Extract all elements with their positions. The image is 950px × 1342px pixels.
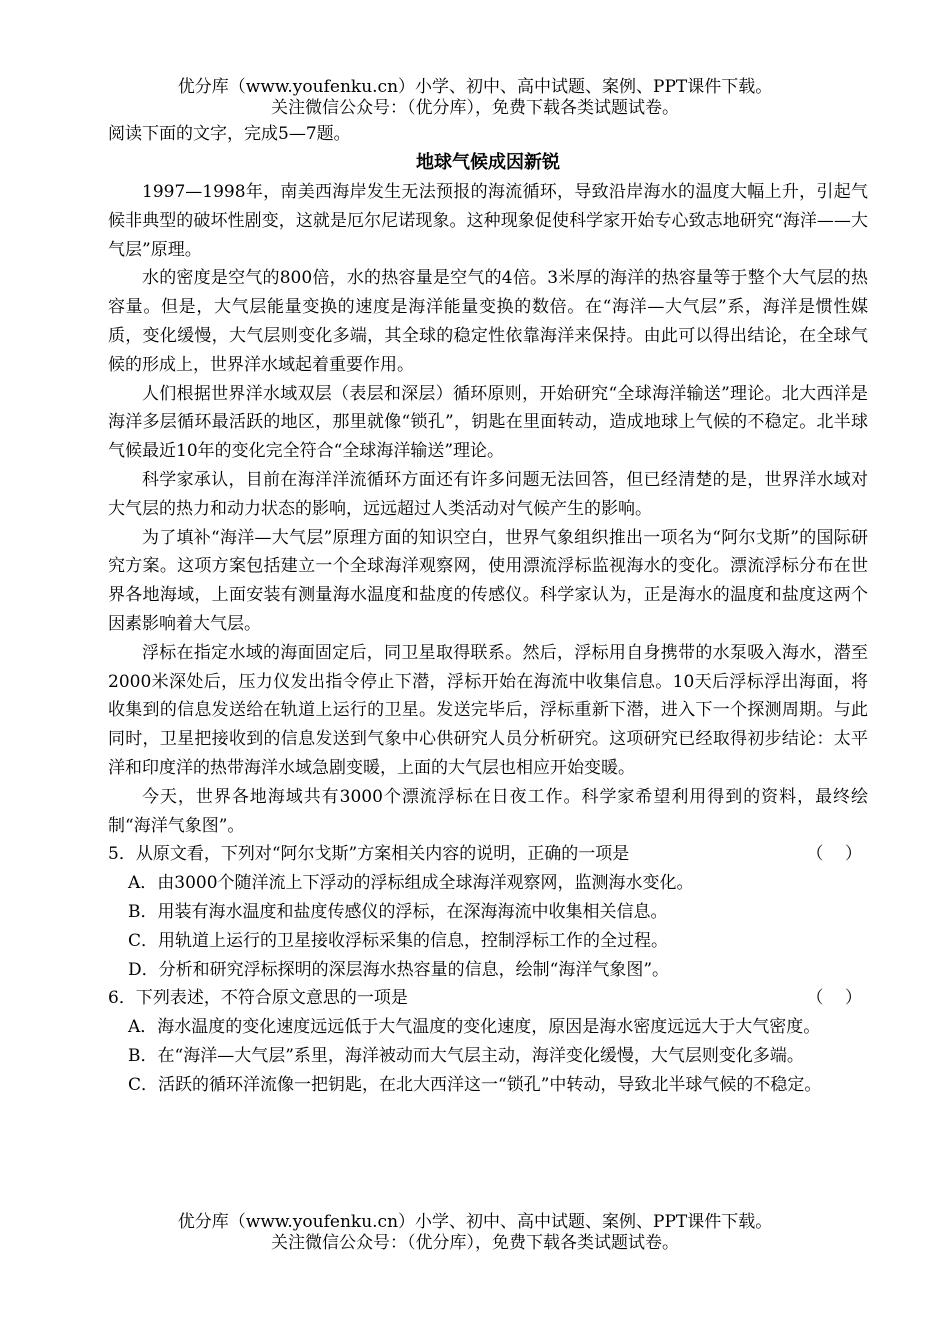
reading-instruction: 阅读下面的文字，完成5—7题。 bbox=[108, 124, 351, 144]
option-letter: B． bbox=[128, 1045, 158, 1066]
article-paragraph-4: 科学家承认，目前在海洋洋流循环方面还有许多问题无法回答，但已经清楚的是，世界洋水域对大气层的热力和动力状态的影响，远远超过人类活动对气候产生的影响。 bbox=[108, 469, 868, 519]
article-paragraph-3: 人们根据世界洋水域双层（表层和深层）循环原则，开始研究“全球海洋输送”理论。北大西洋是海洋多层循环最活跃的地区，那里就像“锁孔”，钥匙在里面转动，造成地球上气候的不稳定。北半球气候最近10年的变化完全符合“全球海洋输送”理论。 bbox=[108, 383, 868, 462]
option-text: 活跃的循环洋流像一把钥匙，在北大西洋这一“锁孔”中转动，导致北半球气候的不稳定。 bbox=[158, 1074, 822, 1095]
question-5-option-c bbox=[128, 927, 868, 956]
article-paragraph-6: 浮标在指定水域的海面固定后，同卫星取得联系。然后，浮标用自身携带的水泵吸入海水，潜至2000米深处后，压力仪发出指令停止下潜，浮标开始在海流中收集信息。10天后浮标浮出海面，将收集到的信息发送给在轨道上运行的卫星。发送完毕后，浮标重新下潜，进入下一个探测周期。与此同时，卫星把接收到的信息发送到气象中心供研究人员分析研究。这项研究已经取得初步结论：太平洋和印度洋的热带海洋水域急剧变暖，上面的大气层也相应开始变暖。 bbox=[108, 642, 868, 778]
option-letter: D． bbox=[128, 959, 159, 980]
article-paragraph-7: 今天，世界各地海域共有3000个漂流浮标在日夜工作。科学家希望利用得到的资料，最终绘制“海洋气象图”。 bbox=[108, 786, 868, 836]
header-line-2: 关注微信公众号：（优分库），免费下载各类试题试卷。 bbox=[271, 98, 679, 118]
option-text: 用轨道上运行的卫星接收浮标采集的信息，控制浮标工作的全过程。 bbox=[158, 930, 669, 951]
option-letter: B． bbox=[128, 901, 158, 922]
question-5 bbox=[108, 840, 868, 869]
article-paragraph-5: 为了填补“海洋—大气层”原理方面的知识空白，世界气象组织推出一项名为“阿尔戈斯”的国际研究方案。这项方案包括建立一个全球海洋观察网，使用漂流浮标监视海水的变化。漂流浮标分布在世界各地海域，上面安装有测量海水温度和盐度的传感仪。科学家认为，正是海水的温度和盐度这两个因素影响着大气层。 bbox=[108, 527, 868, 634]
question-5-number: 5． bbox=[108, 844, 136, 865]
document-body bbox=[108, 120, 868, 1100]
option-letter: C． bbox=[128, 930, 159, 951]
question-6 bbox=[108, 984, 868, 1013]
article-title: 地球气候成因新锐 bbox=[416, 152, 560, 173]
option-letter: C． bbox=[128, 1074, 159, 1095]
question-5-option-b bbox=[128, 898, 868, 927]
question-6-answer-bracket: （ ） bbox=[806, 988, 862, 1009]
option-letter: A． bbox=[128, 1017, 158, 1038]
question-5-option-a bbox=[128, 869, 868, 898]
option-text: 用装有海水温度和盐度传感仪的浮标，在深海海流中收集相关信息。 bbox=[157, 901, 668, 922]
footer-line-1: 优分库（www.youfenku.cn）小学、初中、高中试题、案例、PPT课件下载。 bbox=[177, 1212, 773, 1232]
article-paragraph-1: 1997—1998年，南美西海岸发生无法预报的海流循环，导致沿岸海水的温度大幅上升，引起气候非典型的破坏性剧变，这就是厄尔尼诺现象。这种现象促使科学家开始专心致志地研究“海洋——大气层”原理。 bbox=[108, 182, 868, 260]
option-letter: A． bbox=[128, 873, 158, 894]
question-5-option-d bbox=[128, 956, 868, 985]
question-6-option-a bbox=[128, 1013, 868, 1042]
option-text: 在“海洋—大气层”系里，海洋被动而大气层主动，海洋变化缓慢，大气层则变化多端。 bbox=[157, 1045, 804, 1066]
question-6-option-b bbox=[128, 1042, 868, 1071]
option-text: 由3000个随洋流上下浮动的浮标组成全球海洋观察网，监测海水变化。 bbox=[157, 873, 694, 894]
question-6-number: 6． bbox=[108, 988, 136, 1009]
question-6-option-c bbox=[128, 1071, 868, 1100]
header-line-1: 优分库（www.youfenku.cn）小学、初中、高中试题、案例、PPT课件下载。 bbox=[177, 77, 773, 97]
question-5-answer-bracket: （ ） bbox=[806, 844, 862, 865]
question-6-text: 下列表述，不符合原文意思的一项是 bbox=[135, 988, 408, 1009]
question-5-stem bbox=[108, 840, 629, 869]
question-5-text: 从原文看，下列对“阿尔戈斯”方案相关内容的说明，正确的一项是 bbox=[135, 844, 630, 865]
option-text: 海水温度的变化速度远远低于大气温度的变化速度，原因是海水密度远远大于大气密度。 bbox=[157, 1017, 821, 1038]
option-text: 分析和研究浮标探明的深层海水热容量的信息，绘制“海洋气象图”。 bbox=[158, 959, 670, 980]
article-paragraph-2: 水的密度是空气的800倍，水的热容量是空气的4倍。3米厚的海洋的热容量等于整个大气层的热容量。但是，大气层能量变换的速度是海洋能量变换的数倍。在“海洋—大气层”系，海洋是惯性媒质，变化缓慢，大气层则变化多端，其全球的稳定性依靠海洋来保持。由此可以得出结论，在全球气候的形成上，世界洋水域起着重要作用。 bbox=[108, 268, 868, 375]
question-6-stem bbox=[108, 984, 408, 1013]
footer-line-2: 关注微信公众号：（优分库），免费下载各类试题试卷。 bbox=[271, 1233, 679, 1253]
